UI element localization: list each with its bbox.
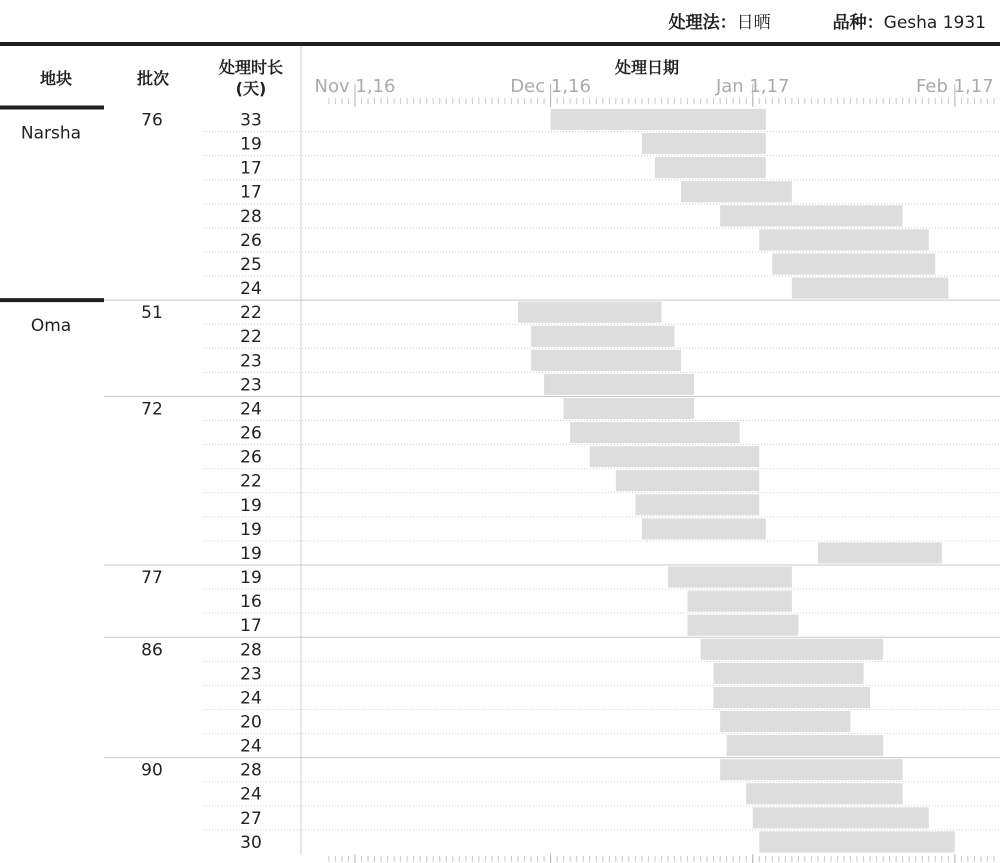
processing-bar [590,446,760,467]
duration-value: 24 [240,399,262,420]
processing-bar [531,326,674,347]
processing-bar [544,374,694,395]
duration-value: 26 [240,423,262,444]
processing-bar [714,687,870,708]
duration-value: 24 [240,279,262,300]
processing-bar [727,735,883,756]
processing-bar [792,278,948,299]
duration-value: 28 [240,640,262,661]
processing-bar [616,470,759,491]
duration-value: 23 [240,375,262,396]
method-label: 处理法： [668,13,737,33]
duration-value: 17 [240,158,262,179]
processing-bar [570,422,740,443]
duration-value: 24 [240,736,262,757]
duration-value: 16 [240,592,262,613]
duration-value: 23 [240,351,262,372]
duration-value: 22 [240,471,262,492]
processing-bar [753,807,929,828]
processing-bar [551,109,766,130]
processing-bar [720,711,850,732]
lot-label: 76 [141,110,163,131]
lot-label: 77 [141,568,163,589]
header-dates: 处理日期 [614,58,680,77]
duration-value: 28 [240,206,262,227]
duration-value: 25 [240,254,262,275]
lot-label: 90 [141,760,163,781]
duration-value: 30 [240,832,262,853]
duration-value: 28 [240,760,262,781]
duration-value: 19 [240,568,262,589]
plot-label: Oma [30,316,72,337]
processing-bar [531,350,681,371]
plot-label: Narsha [20,123,82,144]
processing-bar [714,663,864,684]
processing-bar [642,133,766,154]
processing-bar [564,398,694,419]
duration-value: 22 [240,303,262,324]
processing-bar [772,253,935,274]
processing-bar [759,831,955,852]
processing-bar [642,518,766,539]
processing-bar [681,181,792,202]
processing-bar [759,229,929,250]
processing-bar [635,494,759,515]
x-tick-label: Feb 1,17 [916,76,994,97]
processing-bar [746,783,902,804]
variety-value: Gesha 1931 [883,13,986,33]
processing-bar [818,542,942,563]
processing-bar [720,205,903,226]
header-duration-line1: 处理时长 [218,58,284,77]
plot-group-rule [0,106,104,110]
x-tick-label: Jan 1,17 [715,76,790,97]
duration-value: 17 [240,616,262,637]
x-tick-label: Nov 1,16 [314,76,396,97]
duration-value: 22 [240,327,262,348]
processing-bar [720,759,903,780]
processing-bar [688,615,799,636]
duration-value: 19 [240,495,262,516]
processing-bar [701,639,884,660]
duration-value: 27 [240,808,262,829]
processing-bar [655,157,766,178]
duration-value: 23 [240,664,262,685]
duration-value: 19 [240,134,262,155]
duration-value: 20 [240,712,262,733]
duration-value: 24 [240,688,262,709]
duration-value: 33 [240,110,262,131]
x-tick-label: Dec 1,16 [510,76,591,97]
axis-ticks [315,76,994,863]
header-lot: 批次 [136,69,170,88]
method-value: 日晒 [736,13,771,33]
duration-value: 19 [240,543,262,564]
processing-bar [518,302,661,323]
duration-value: 19 [240,519,262,540]
processing-bar [688,591,792,612]
header-duration-line2: (天) [235,79,267,98]
header-plot: 地块 [39,69,73,88]
duration-value: 24 [240,784,262,805]
chart-rows [0,106,1000,853]
plot-group-rule [0,298,104,302]
duration-value: 26 [240,230,262,251]
processing-bar [668,567,792,588]
duration-value: 26 [240,447,262,468]
lot-label: 72 [141,399,163,420]
variety-label: 品种： [832,13,884,33]
duration-value: 17 [240,182,262,203]
lot-label: 86 [141,640,163,661]
lot-label: 51 [141,303,163,324]
